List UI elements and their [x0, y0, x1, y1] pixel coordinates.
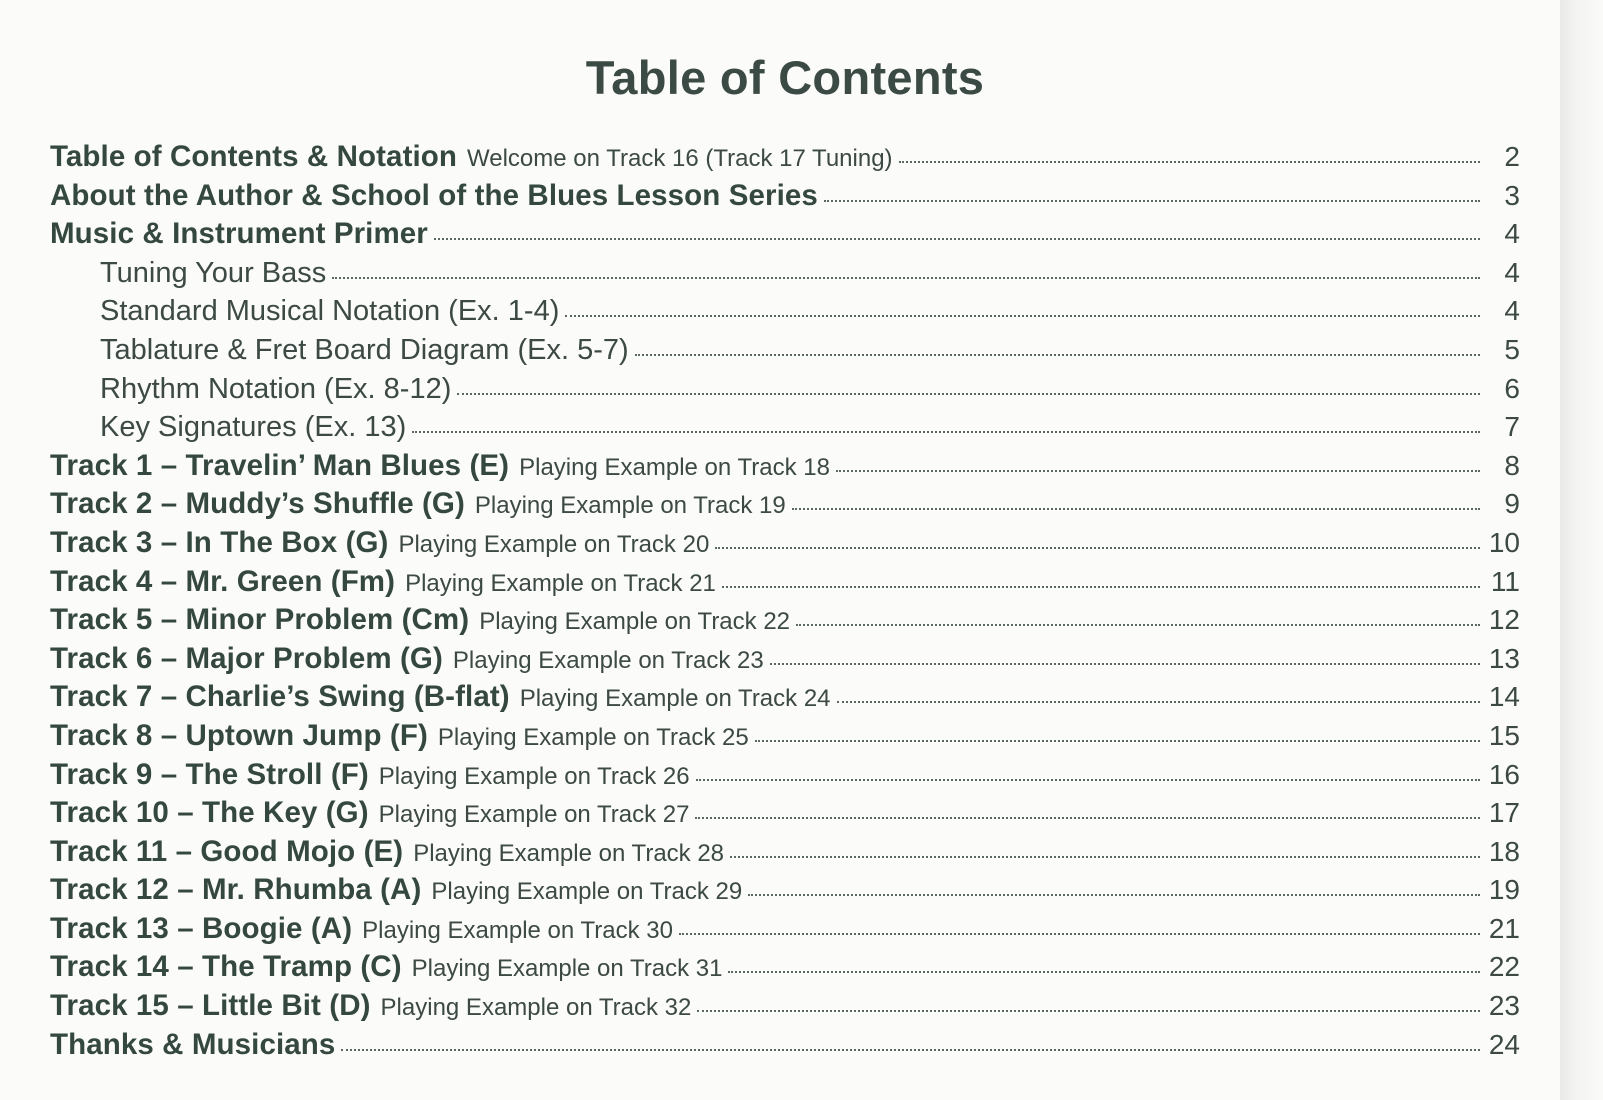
- page-number: 18: [1488, 835, 1520, 867]
- page-number: 9: [1504, 488, 1520, 520]
- dot-leader: [412, 431, 1480, 433]
- page-number: 4: [1504, 256, 1520, 288]
- toc-subentry: [50, 254, 1520, 293]
- toc-entry-title: About the Author & School of the Blues Lesson Series: [50, 178, 818, 212]
- toc-subentry: [50, 370, 1520, 409]
- toc-entry-title: Table of Contents & Notation: [50, 140, 458, 173]
- toc-entry-title: Track 2 – Muddy’s Shuffle (G): [50, 487, 465, 521]
- page-number: 13: [1488, 642, 1520, 674]
- page-number: 21: [1488, 912, 1520, 944]
- dot-leader: [715, 547, 1480, 549]
- page-number: 4: [1504, 218, 1520, 250]
- dot-leader: [679, 933, 1480, 935]
- page-number: 15: [1488, 719, 1520, 751]
- page-number: 6: [1504, 372, 1520, 404]
- toc-subentry: [50, 331, 1520, 370]
- toc-entry: [50, 485, 1520, 524]
- toc-subentry: [50, 292, 1520, 331]
- page-number: 3: [1504, 179, 1520, 211]
- toc-entry: [50, 524, 1520, 563]
- toc-subentry: [50, 408, 1520, 447]
- toc-entry-title: Track 12 – Mr. Rhumba (A): [50, 873, 422, 907]
- toc-entry-title: Track 13 – Boogie (A): [50, 911, 353, 945]
- toc-entry-title: Track 11 – Good Mojo (E): [50, 834, 404, 868]
- toc-entry: [50, 794, 1520, 833]
- page-edge: [1560, 0, 1603, 1100]
- dot-leader: [434, 238, 1480, 240]
- dot-leader: [722, 586, 1480, 588]
- toc-entry-title: Track 15 – Little Bit (D): [50, 989, 371, 1023]
- toc-entry: [50, 871, 1520, 910]
- page-number: 2: [1504, 141, 1520, 172]
- page-number: 17: [1488, 797, 1520, 829]
- page-number: 22: [1488, 951, 1520, 983]
- toc-entry: [50, 447, 1520, 486]
- toc-entry-note: Playing Example on Track 26: [378, 762, 690, 790]
- toc-entry-note: Playing Example on Track 30: [362, 916, 673, 944]
- toc-subentry-title: Standard Musical Notation (Ex. 1-4): [100, 295, 560, 328]
- dot-leader: [836, 470, 1480, 472]
- dot-leader: [696, 779, 1480, 781]
- toc-entry-title: Track 14 – The Tramp (C): [50, 950, 402, 984]
- toc-entry: [50, 833, 1520, 872]
- toc-subentry-title: Key Signatures (Ex. 13): [100, 411, 407, 444]
- dot-leader: [792, 508, 1480, 510]
- dot-leader: [635, 354, 1480, 356]
- toc-entry: [50, 717, 1520, 756]
- toc-entry-note: Playing Example on Track 28: [413, 839, 725, 867]
- page-number: 5: [1504, 333, 1520, 365]
- toc-entry-title: Track 7 – Charlie’s Swing (B-flat): [50, 680, 510, 714]
- dot-leader: [748, 894, 1480, 896]
- toc-entry-title: Track 9 – The Stroll (F): [50, 757, 369, 791]
- dot-leader: [755, 740, 1480, 742]
- page-number: 12: [1488, 604, 1520, 636]
- page-number: 8: [1504, 449, 1520, 481]
- page-number: 23: [1488, 990, 1520, 1022]
- dot-leader: [728, 971, 1480, 973]
- toc-entry-note: Playing Example on Track 29: [431, 878, 743, 906]
- toc-entry-note: Playing Example on Track 20: [398, 530, 710, 558]
- dot-leader: [899, 161, 1480, 163]
- page-number: 16: [1488, 758, 1520, 790]
- page-number: 11: [1490, 565, 1520, 597]
- page-number: 7: [1504, 411, 1520, 443]
- toc-entry: [50, 987, 1520, 1026]
- toc-entry: [50, 215, 1520, 254]
- toc-entry-note: Playing Example on Track 24: [519, 685, 831, 713]
- toc-entry-title: Track 8 – Uptown Jump (F): [50, 718, 428, 752]
- page-title: Table of Contents: [585, 51, 985, 104]
- toc-entry: [50, 138, 1520, 177]
- dot-leader: [341, 1049, 1480, 1051]
- page-number: 4: [1504, 295, 1520, 327]
- toc-entry-note: Welcome on Track 16 (Track 17 Tuning): [467, 145, 893, 172]
- toc-entry-title: Track 6 – Major Problem (G): [50, 641, 443, 675]
- toc-entry-title: Track 4 – Mr. Green (Fm): [50, 564, 396, 598]
- toc-subentry-title: Tuning Your Bass: [100, 256, 327, 289]
- page-number: 24: [1488, 1028, 1520, 1060]
- toc-entry: [50, 601, 1520, 640]
- toc-entry-note: Playing Example on Track 25: [437, 723, 749, 751]
- dot-leader: [824, 200, 1480, 202]
- toc-entry-title: Music & Instrument Primer: [50, 217, 428, 251]
- toc-subentry-title: Tablature & Fret Board Diagram (Ex. 5-7): [100, 333, 629, 366]
- page-number: 19: [1488, 874, 1520, 906]
- toc-entry: [50, 1026, 1520, 1065]
- toc-entry-title: Track 3 – In The Box (G): [50, 525, 389, 559]
- dot-leader: [697, 1010, 1480, 1012]
- toc-entry: [50, 948, 1520, 987]
- toc-entry-title: Thanks & Musicians: [50, 1027, 336, 1061]
- toc-entry: [50, 910, 1520, 949]
- dot-leader: [457, 393, 1480, 395]
- toc-entry-title: Track 5 – Minor Problem (Cm): [50, 603, 470, 637]
- toc-entry: [50, 563, 1520, 602]
- toc-subentry-title: Rhythm Notation (Ex. 8-12): [100, 372, 452, 405]
- page-number: 14: [1488, 681, 1520, 713]
- toc-entry-note: Playing Example on Track 27: [378, 801, 690, 829]
- dot-leader: [837, 701, 1480, 703]
- toc-entry: [50, 678, 1520, 717]
- dot-leader: [796, 624, 1480, 626]
- toc-entry-title: Track 10 – The Key (G): [50, 796, 369, 830]
- toc-list: [50, 138, 1520, 1064]
- toc-entry-note: Playing Example on Track 22: [479, 608, 791, 636]
- toc-entry: [50, 177, 1520, 216]
- toc-entry-note: Playing Example on Track 31: [411, 955, 723, 983]
- toc-entry: [50, 640, 1520, 679]
- toc-entry-note: Playing Example on Track 23: [452, 646, 764, 674]
- dot-leader: [332, 277, 1480, 279]
- toc-entry-note: Playing Example on Track 18: [519, 453, 830, 481]
- toc-entry-note: Playing Example on Track 32: [380, 994, 692, 1022]
- dot-leader: [730, 856, 1480, 858]
- dot-leader: [770, 663, 1480, 665]
- dot-leader: [565, 315, 1480, 317]
- toc-entry-title: Track 1 – Travelin’ Man Blues (E): [50, 448, 510, 482]
- toc-entry-note: Playing Example on Track 21: [405, 569, 716, 597]
- toc-entry-note: Playing Example on Track 19: [474, 492, 786, 520]
- page-number: 10: [1488, 526, 1520, 558]
- toc-entry: [50, 756, 1520, 795]
- dot-leader: [695, 817, 1480, 819]
